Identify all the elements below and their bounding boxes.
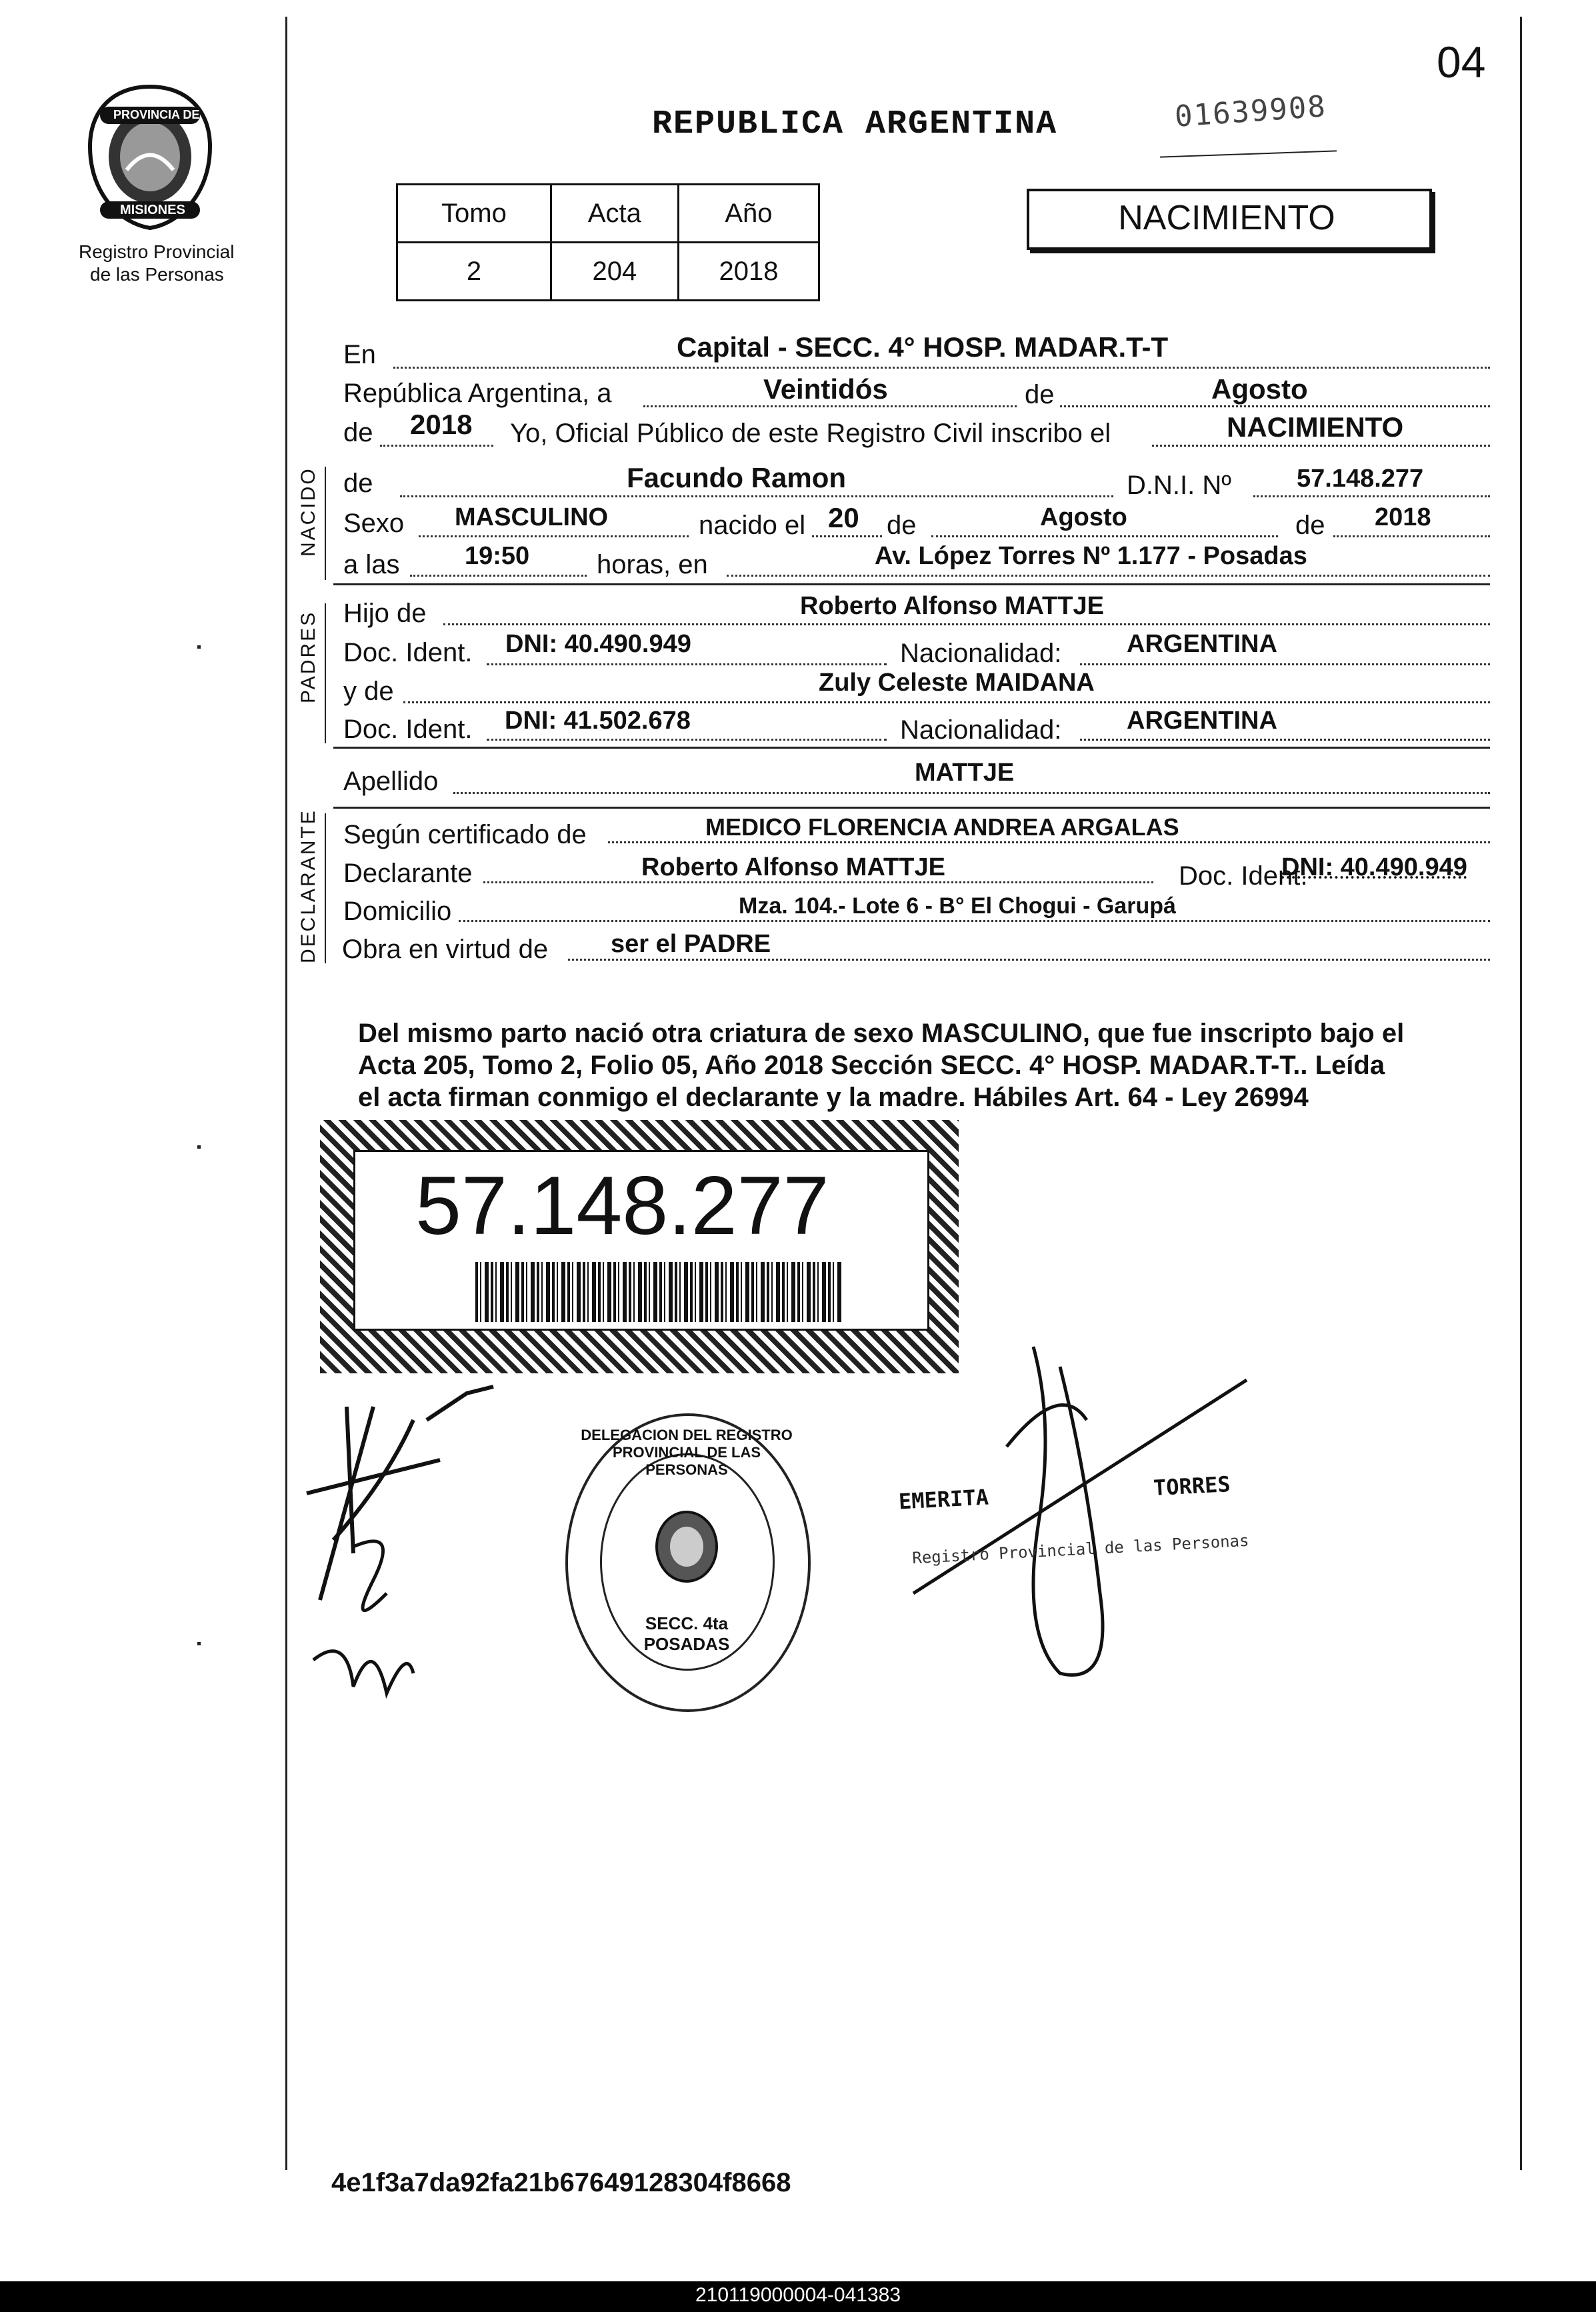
- birth-day-value: 20: [828, 502, 859, 533]
- apellido-label: Apellido: [343, 767, 439, 796]
- country-heading: REPUBLICA ARGENTINA: [652, 105, 1058, 143]
- stray-mark: [197, 1642, 201, 1645]
- dots-birth-year: [1333, 535, 1490, 537]
- dots-mother: [403, 701, 1490, 703]
- dni-value: 57.148.277: [1297, 465, 1424, 493]
- time-value: 19:50: [465, 542, 530, 570]
- domicilio-label: Domicilio: [343, 897, 452, 926]
- divider-apellido: [333, 807, 1490, 809]
- logo-caption-2: de las Personas: [90, 264, 224, 285]
- day-value: Veintidós: [763, 373, 888, 405]
- dots-birth-month: [931, 535, 1278, 537]
- record-table-header-tomo: Tomo: [397, 185, 551, 243]
- official-stamp-line2: Registro Provincial de las Personas: [911, 1531, 1250, 1568]
- dots-year: [380, 445, 493, 447]
- record-table-header-acta: Acta: [551, 185, 678, 243]
- dots-nac1: [1080, 663, 1490, 665]
- de4-label: de: [887, 511, 917, 540]
- barcode-bars: [475, 1262, 842, 1322]
- logo-arc-top: PROVINCIA DE: [113, 108, 200, 121]
- republica-label: República Argentina, a: [343, 379, 612, 408]
- note-line-1: Del mismo parto nació otra criatura de sexo MASCULINO, que fue inscripto bajo el: [358, 1019, 1405, 1048]
- en-value: Capital - SECC. 4° HOSP. MADAR.T-T: [677, 331, 1169, 363]
- obra-label: Obra en virtud de: [342, 935, 549, 964]
- record-table-value-ano: 2018: [678, 243, 819, 301]
- corner-number: 04: [1437, 37, 1486, 87]
- note-line-2: Acta 205, Tomo 2, Folio 05, Año 2018 Sección SECC. 4° HOSP. MADAR.T-T.. Leída: [358, 1051, 1385, 1080]
- hijo-label: Hijo de: [343, 599, 427, 628]
- nac2-value: ARGENTINA: [1127, 707, 1277, 735]
- doc2-value: DNI: 41.502.678: [505, 707, 691, 735]
- nac1-label: Nacionalidad:: [900, 639, 1062, 668]
- seal-emblem-icon: [650, 1507, 723, 1587]
- footer-code: 210119000004-041383: [695, 2284, 901, 2306]
- dots-apellido: [453, 792, 1490, 794]
- dots-doc2: [487, 739, 887, 741]
- segun-label: Según certificado de: [343, 820, 587, 849]
- record-table: [396, 183, 820, 301]
- month-value: Agosto: [1211, 373, 1308, 405]
- declarante-label: Declarante: [343, 859, 473, 888]
- horas-label: horas, en: [597, 550, 708, 579]
- divider-padres: [333, 747, 1490, 749]
- yde-label: y de: [343, 677, 394, 706]
- seal-inner-text: SECC. 4ta POSADAS: [643, 1613, 730, 1654]
- place-value: Av. López Torres Nº 1.177 - Posadas: [875, 542, 1307, 570]
- dots-obra: [568, 959, 1490, 961]
- nac1-value: ARGENTINA: [1127, 630, 1277, 658]
- dots-domicilio: [459, 920, 1490, 922]
- obra-value: ser el PADRE: [611, 930, 771, 958]
- dots-inscribo: [1152, 445, 1490, 447]
- seal-ring-text: DELEGACION DEL REGISTRO PROVINCIAL DE LAS PERSONAS: [581, 1427, 793, 1478]
- doc2-label: Doc. Ident.: [343, 715, 473, 744]
- de5-label: de: [1295, 511, 1325, 540]
- dots-doc1: [487, 663, 887, 665]
- official-signature: [887, 1340, 1260, 1687]
- year-value: 2018: [410, 409, 473, 440]
- divider-nacido: [333, 583, 1490, 585]
- logo-caption-1: Registro Provincial: [79, 241, 235, 262]
- declarante-value: Roberto Alfonso MATTJE: [641, 853, 945, 881]
- dots-month: [1060, 405, 1490, 407]
- barcode-sticker: [320, 1120, 959, 1373]
- record-table-header-ano: Año: [678, 185, 819, 243]
- serial-number: 01639908: [1173, 89, 1328, 134]
- en-label: En: [343, 340, 376, 369]
- record-type-label: NACIMIENTO: [1118, 199, 1335, 237]
- side-label-declarante: DECLARANTE: [297, 809, 319, 963]
- father-value: Roberto Alfonso MATTJE: [800, 592, 1104, 620]
- dots-dni: [1253, 495, 1490, 497]
- docdec-value: DNI: 40.490.949: [1281, 853, 1467, 881]
- side-label-padres: PADRES: [297, 610, 319, 703]
- serial-underline: [1160, 150, 1337, 157]
- nacido-label: nacido el: [699, 511, 806, 540]
- stray-mark: [197, 1145, 201, 1149]
- docdec-label: Doc. Ident.: [1179, 861, 1308, 891]
- official-stamp-line1b: TORRES: [1153, 1471, 1231, 1501]
- domicilio-value: Mza. 104.- Lote 6 - B° El Chogui - Garupá: [739, 893, 1176, 919]
- de-label: de: [1025, 380, 1055, 409]
- dots-en: [393, 367, 1490, 369]
- de2-label: de: [343, 418, 373, 447]
- side-bar-nacido: [325, 467, 326, 580]
- dni-label: D.N.I. Nº: [1127, 471, 1231, 500]
- alas-label: a las: [343, 550, 400, 579]
- de3-label: de: [343, 469, 373, 498]
- sexo-value: MASCULINO: [455, 503, 609, 531]
- dots-birth-day: [812, 535, 882, 537]
- dots-place: [727, 575, 1490, 577]
- side-bar-declarante: [325, 813, 326, 963]
- barcode-number: 57.148.277: [415, 1160, 829, 1252]
- logo-arc-bottom: MISIONES: [120, 203, 185, 217]
- record-table-value-tomo: 2: [397, 243, 551, 301]
- segun-value: MEDICO FLORENCIA ANDREA ARGALAS: [705, 813, 1179, 841]
- document-hash: 4e1f3a7da92fa21b67649128304f8668: [331, 2168, 791, 2197]
- side-label-nacido: NACIDO: [297, 467, 319, 557]
- apellido-value: MATTJE: [915, 759, 1015, 787]
- left-margin-line: [285, 17, 287, 2170]
- name-value: Facundo Ramon: [627, 462, 847, 493]
- dots-time: [410, 575, 587, 577]
- dots-segun: [608, 841, 1490, 843]
- dots-day: [643, 405, 1017, 407]
- stray-mark: [197, 645, 201, 649]
- birth-year-value: 2018: [1375, 503, 1431, 531]
- side-bar-padres: [325, 603, 326, 743]
- record-table-value-acta: 204: [551, 243, 678, 301]
- declarant-signature: [293, 1380, 513, 1733]
- birth-month-value: Agosto: [1040, 503, 1127, 531]
- province-logo: [80, 80, 220, 233]
- dots-sexo: [419, 535, 689, 537]
- doc1-value: DNI: 40.490.949: [505, 630, 691, 658]
- dots-nac2: [1080, 739, 1490, 741]
- right-margin-line: [1520, 17, 1522, 2170]
- nac2-label: Nacionalidad:: [900, 715, 1062, 745]
- inscribo-value: NACIMIENTO: [1227, 411, 1404, 443]
- official-stamp-line1: EMERITA: [898, 1484, 989, 1515]
- sexo-label: Sexo: [343, 509, 405, 538]
- oficial-text: Yo, Oficial Público de este Registro Civil inscribo el: [510, 419, 1111, 448]
- note-line-3: el acta firman conmigo el declarante y la madre. Hábiles Art. 64 - Ley 26994: [358, 1083, 1309, 1112]
- barcode-label-area: [353, 1150, 929, 1331]
- doc1-label: Doc. Ident.: [343, 638, 473, 667]
- dots-name: [400, 495, 1113, 497]
- dots-father: [443, 623, 1490, 625]
- mother-value: Zuly Celeste MAIDANA: [819, 669, 1095, 697]
